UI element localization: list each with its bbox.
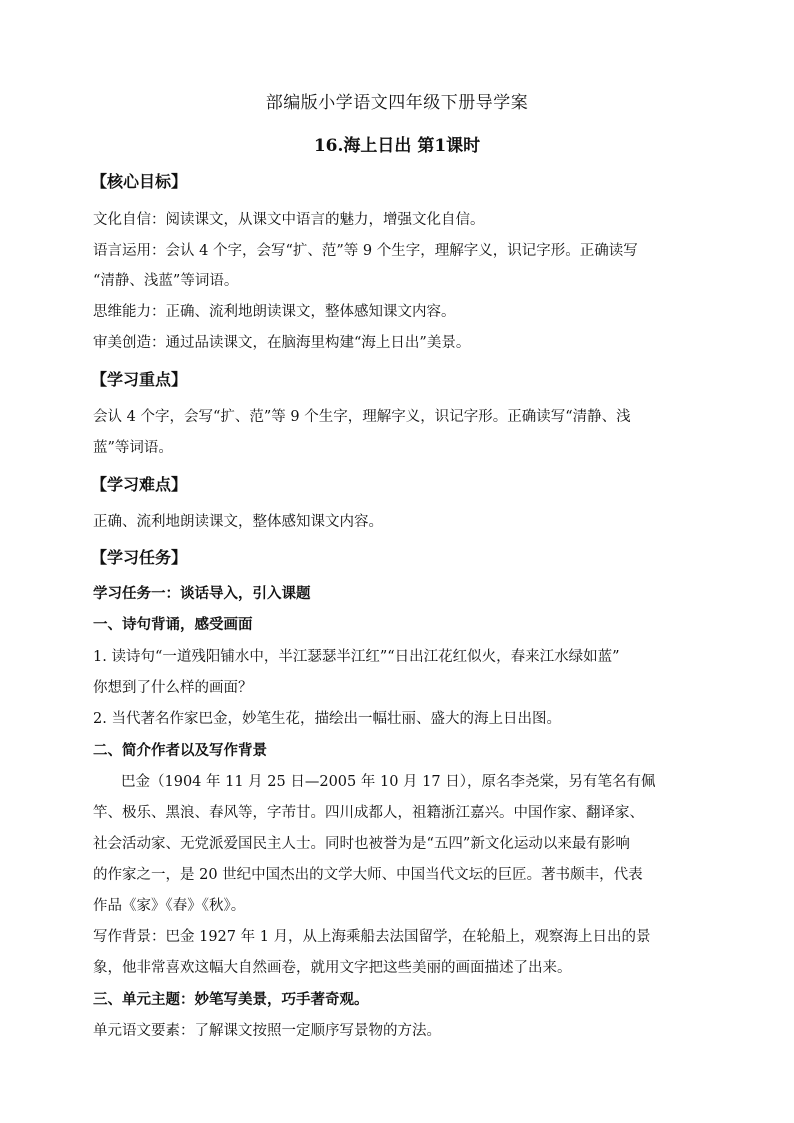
section-heading-focus: 【学习重点】 <box>91 370 188 389</box>
subsection-1-line: 2. 当代著名作家巴金，妙笔生花，描绘出一幅壮丽、盛大的海上日出图。 <box>93 711 561 727</box>
subsection-heading-2: 二、简介作者以及写作背景 <box>93 742 267 759</box>
goal-line: 语言运用：会认 4 个字，会写“扩、范”等 9 个生字，理解字义，识记字形。正确读写 <box>93 243 638 259</box>
subsection-heading-1: 一、诗句背诵，感受画面 <box>93 616 253 633</box>
focus-line: 会认 4 个字，会写“扩、范”等 9 个生字，理解字义，识记字形。正确读写“清静、浅 <box>93 409 631 425</box>
subsection-2-line: 巴金（1904 年 11 月 25 日—2005 年 10 月 17 日），原名李尧棠，另有笔名有佩 <box>121 774 656 790</box>
section-heading-goals: 【核心目标】 <box>91 172 188 191</box>
focus-line: 蓝”等词语。 <box>93 440 173 456</box>
subsection-heading-3: 三、单元主题：妙笔写美景，巧手著奇观。 <box>93 991 369 1008</box>
goal-line: 思维能力：正确、流利地朗读课文，整体感知课文内容。 <box>93 304 456 320</box>
subsection-2-line: 象，他非常喜欢这幅大自然画卷，就用文字把这些美丽的画面描述了出来。 <box>93 960 572 976</box>
subsection-2-line: 作品《家》《春》《秋》。 <box>93 898 246 914</box>
subsection-2-line: 竿、极乐、黑浪、春风等，字芾甘。四川成都人，祖籍浙江嘉兴。中国作家、翻译家、 <box>93 805 644 821</box>
section-heading-difficulty: 【学习难点】 <box>91 475 188 494</box>
subsection-1-line: 你想到了什么样的画面？ <box>93 680 253 696</box>
difficulty-line: 正确、流利地朗读课文，整体感知课文内容。 <box>93 514 383 530</box>
task1-heading: 学习任务一：谈话导入，引入课题 <box>93 585 311 602</box>
goal-line: “清静、浅蓝”等词语。 <box>93 273 239 289</box>
section-heading-tasks: 【学习任务】 <box>91 548 188 567</box>
subsection-2-line: 社会活动家、无党派爱国民主人士。同时也被誉为是“五四”新文化运动以来最有影响 <box>93 836 630 852</box>
lesson-title: 16.海上日出 第1课时 <box>313 136 481 156</box>
goal-line: 文化自信：阅读课文，从课文中语言的魅力，增强文化自信。 <box>93 212 485 228</box>
subsection-2-line: 的作家之一，是 20 世纪中国杰出的文学大师、中国当代文坛的巨匠。著书颇丰，代表 <box>93 867 643 883</box>
document-title: 部编版小学语文四年级下册导学案 <box>265 93 529 113</box>
subsection-1-line: 1. 读诗句“一道残阳铺水中，半江瑟瑟半江红”“日出江花红似火，春来江水绿如蓝” <box>93 649 620 665</box>
subsection-2-line: 写作背景：巴金 1927 年 1 月，从上海乘船去法国留学，在轮船上，观察海上日出的景 <box>93 929 651 945</box>
goal-line: 审美创造：通过品读课文，在脑海里构建“海上日出”美景。 <box>93 335 471 351</box>
subsection-3-line: 单元语文要素：了解课文按照一定顺序写景物的方法。 <box>93 1023 441 1039</box>
